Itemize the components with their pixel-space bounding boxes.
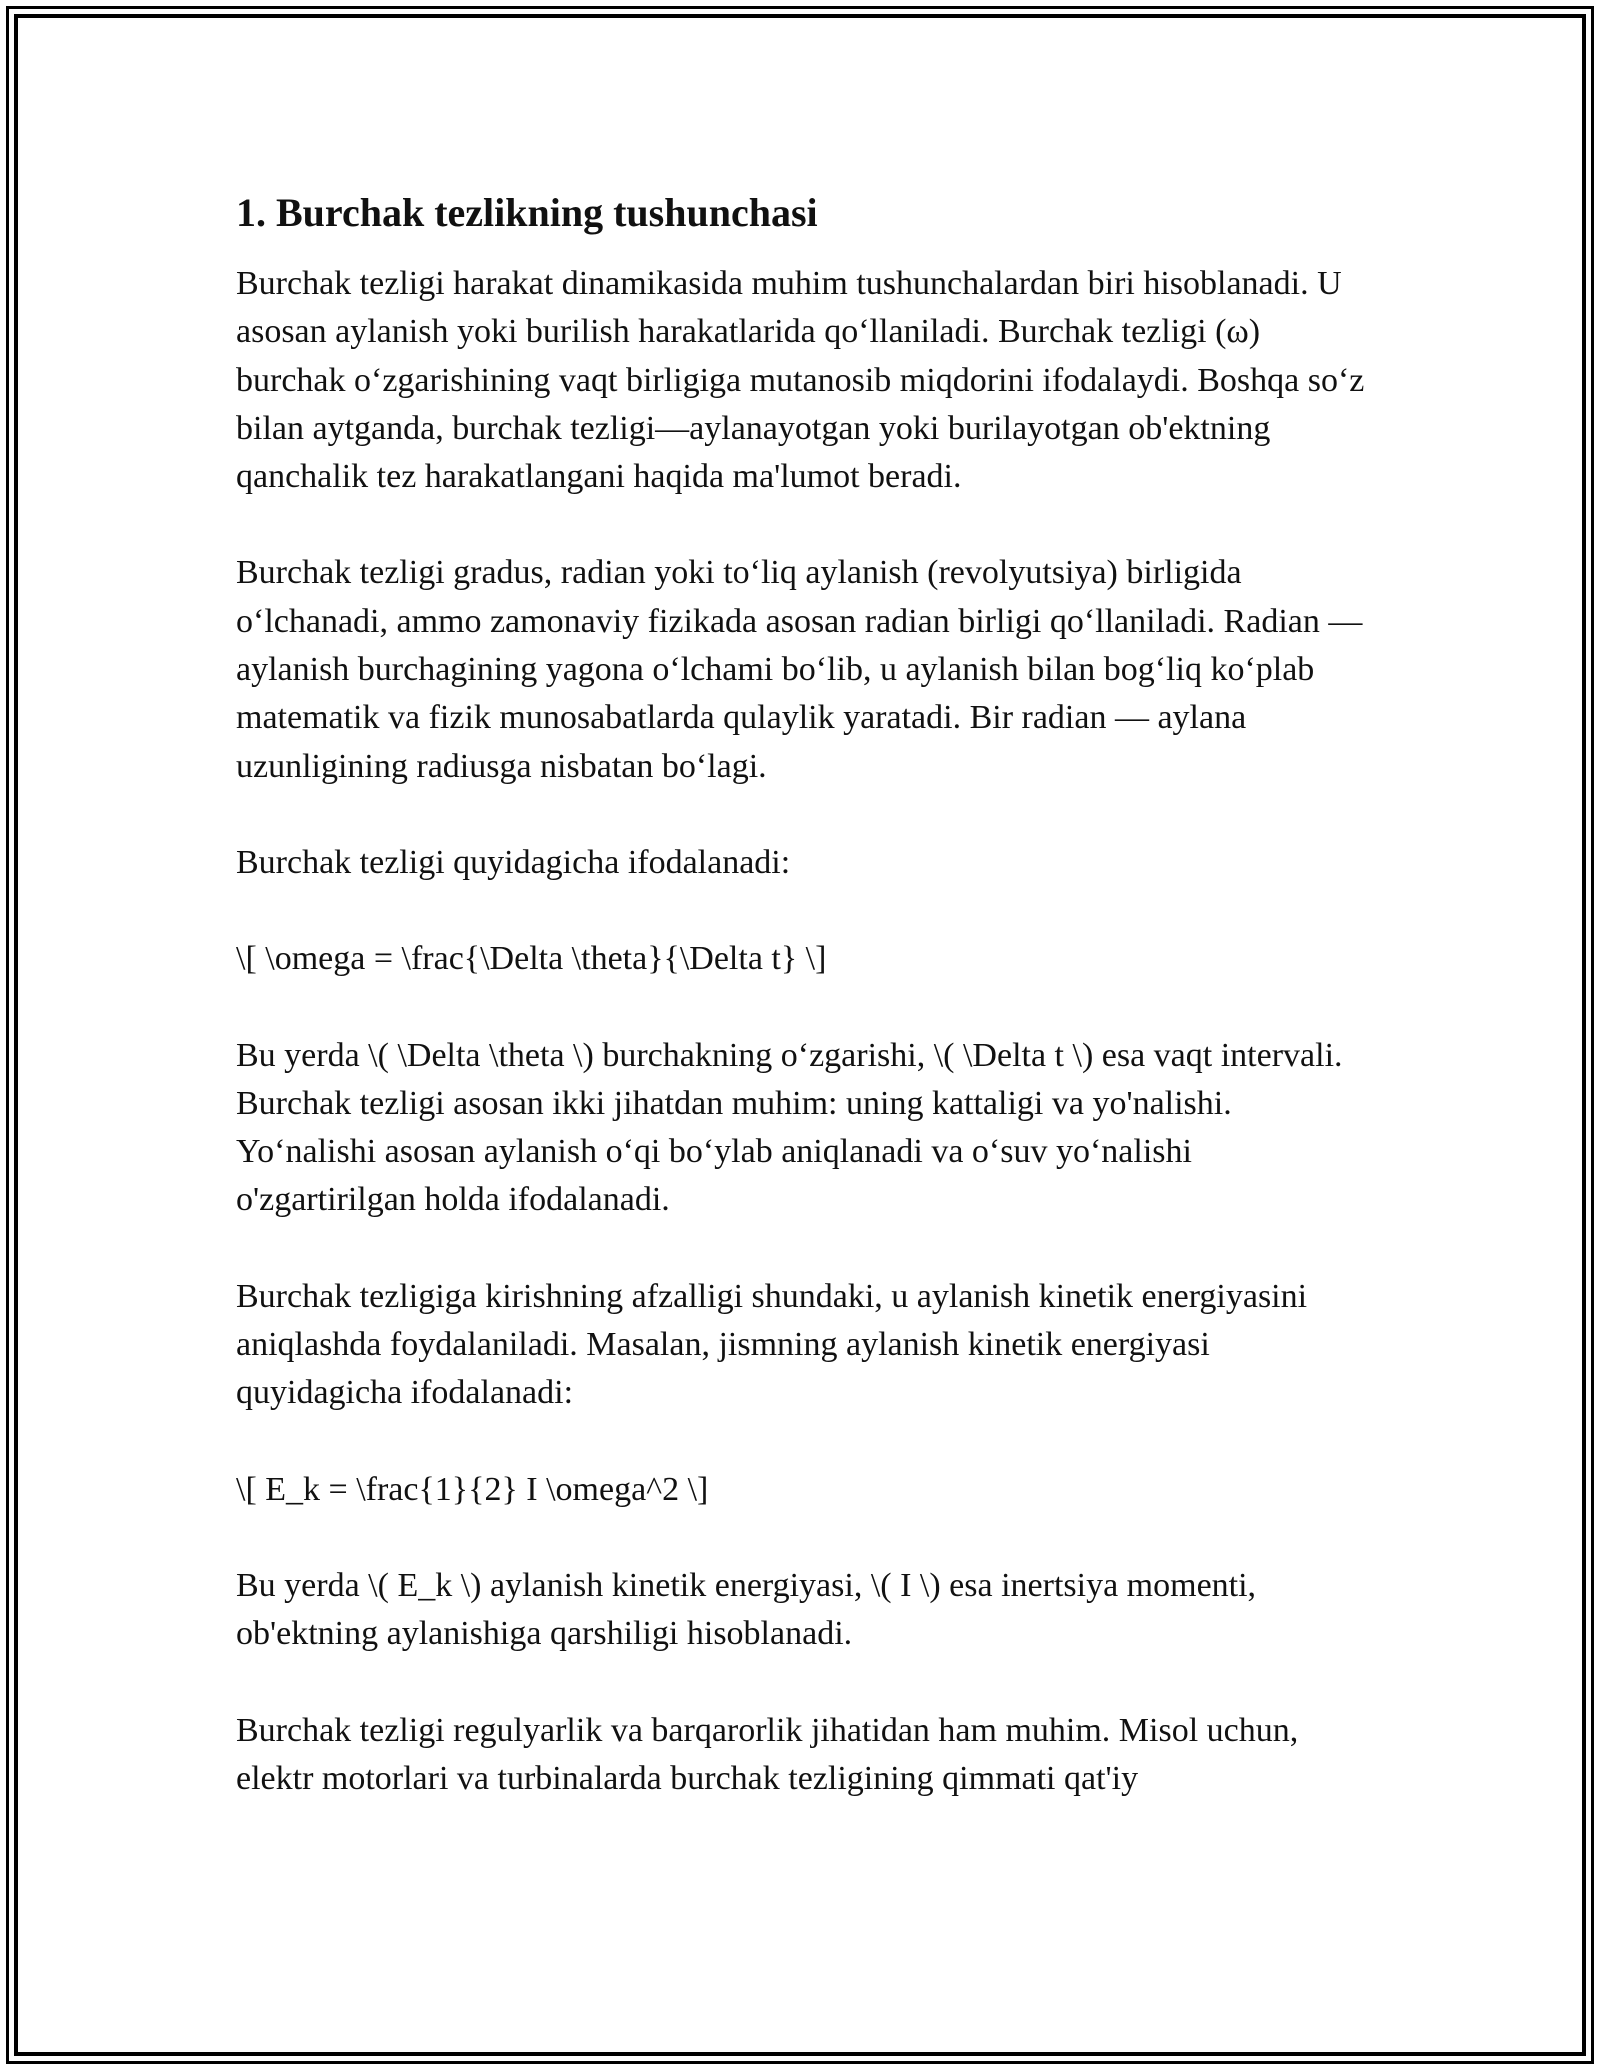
paragraph-definition: Burchak tezligi harakat dinamikasida muhim tushunchalardan biri hisoblanadi. U asosan aylanish yoki burilish harakatlarida qo‘llaniladi. Burchak tezligi (ω) burchak o‘zgarishining vaqt birligiga mutanosib miqdorini ifodalaydi. Boshqa so‘z bilan aytganda, burchak tezligi—aylanayotgan yoki burilayotgan ob'ektning qanchalik tez harakatlangani haqida ma'lumot beradi. [236, 265, 1365, 496]
paragraph-regularity: Burchak tezligi regulyarlik va barqarorlik jihatidan ham muhim. Misol uchun, elektr motorlari va turbinalarda burchak tezligining qimmati qat'iy [236, 1711, 1299, 1797]
paragraph-formula-explanation: Bu yerda \( \Delta \theta \) burchakning o‘zgarishi, \( \Delta t \) esa vaqt intervali. Burchak tezligi asosan ikki jihatdan muhim: uning kattaligi va yo'nalishi. Yo‘nalishi asosan aylanish o‘qi bo‘ylab aniqlanadi va o‘suv yo‘nalishi o'zgartirilgan holda ifodalanadi. [236, 1036, 1343, 1219]
formula-angular-velocity: \[ \omega = \frac{\Delta \theta}{\Delta t} \] [236, 940, 827, 978]
document-body [236, 186, 1366, 1851]
section-heading: 1. Burchak tezlikning tushunchasi [236, 190, 818, 235]
paragraph-formula-intro: Burchak tezligi quyidagicha ifodalanadi: [236, 843, 791, 881]
formula-kinetic-energy: \[ E_k = \frac{1}{2} I \omega^2 \] [236, 1470, 709, 1508]
paragraph-kinetic-energy-intro: Burchak tezligiga kirishning afzalligi shundaki, u aylanish kinetik energiyasini aniqlashda foydalaniladi. Masalan, jismning aylanish kinetik energiyasi quyidagicha ifodalanadi: [236, 1277, 1308, 1412]
paragraph-kinetic-energy-explanation: Bu yerda \( E_k \) aylanish kinetik energiyasi, \( I \) esa inertsiya momenti, ob'ektning aylanishiga qarshiligi hisoblanadi. [236, 1566, 1257, 1653]
paragraph-units: Burchak tezligi gradus, radian yoki to‘liq aylanish (revolyutsiya) birligida o‘lchanadi, ammo zamonaviy fizikada asosan radian birligi qo‘llaniladi. Radian — aylanish burchagining yagona o‘lchami bo‘lib, u aylanish bilan bog‘liq ko‘plab matematik va fizik munosabatlarda qulaylik yaratadi. Bir radian — aylana uzunligining radiusga nisbatan bo‘lagi. [236, 554, 1363, 785]
